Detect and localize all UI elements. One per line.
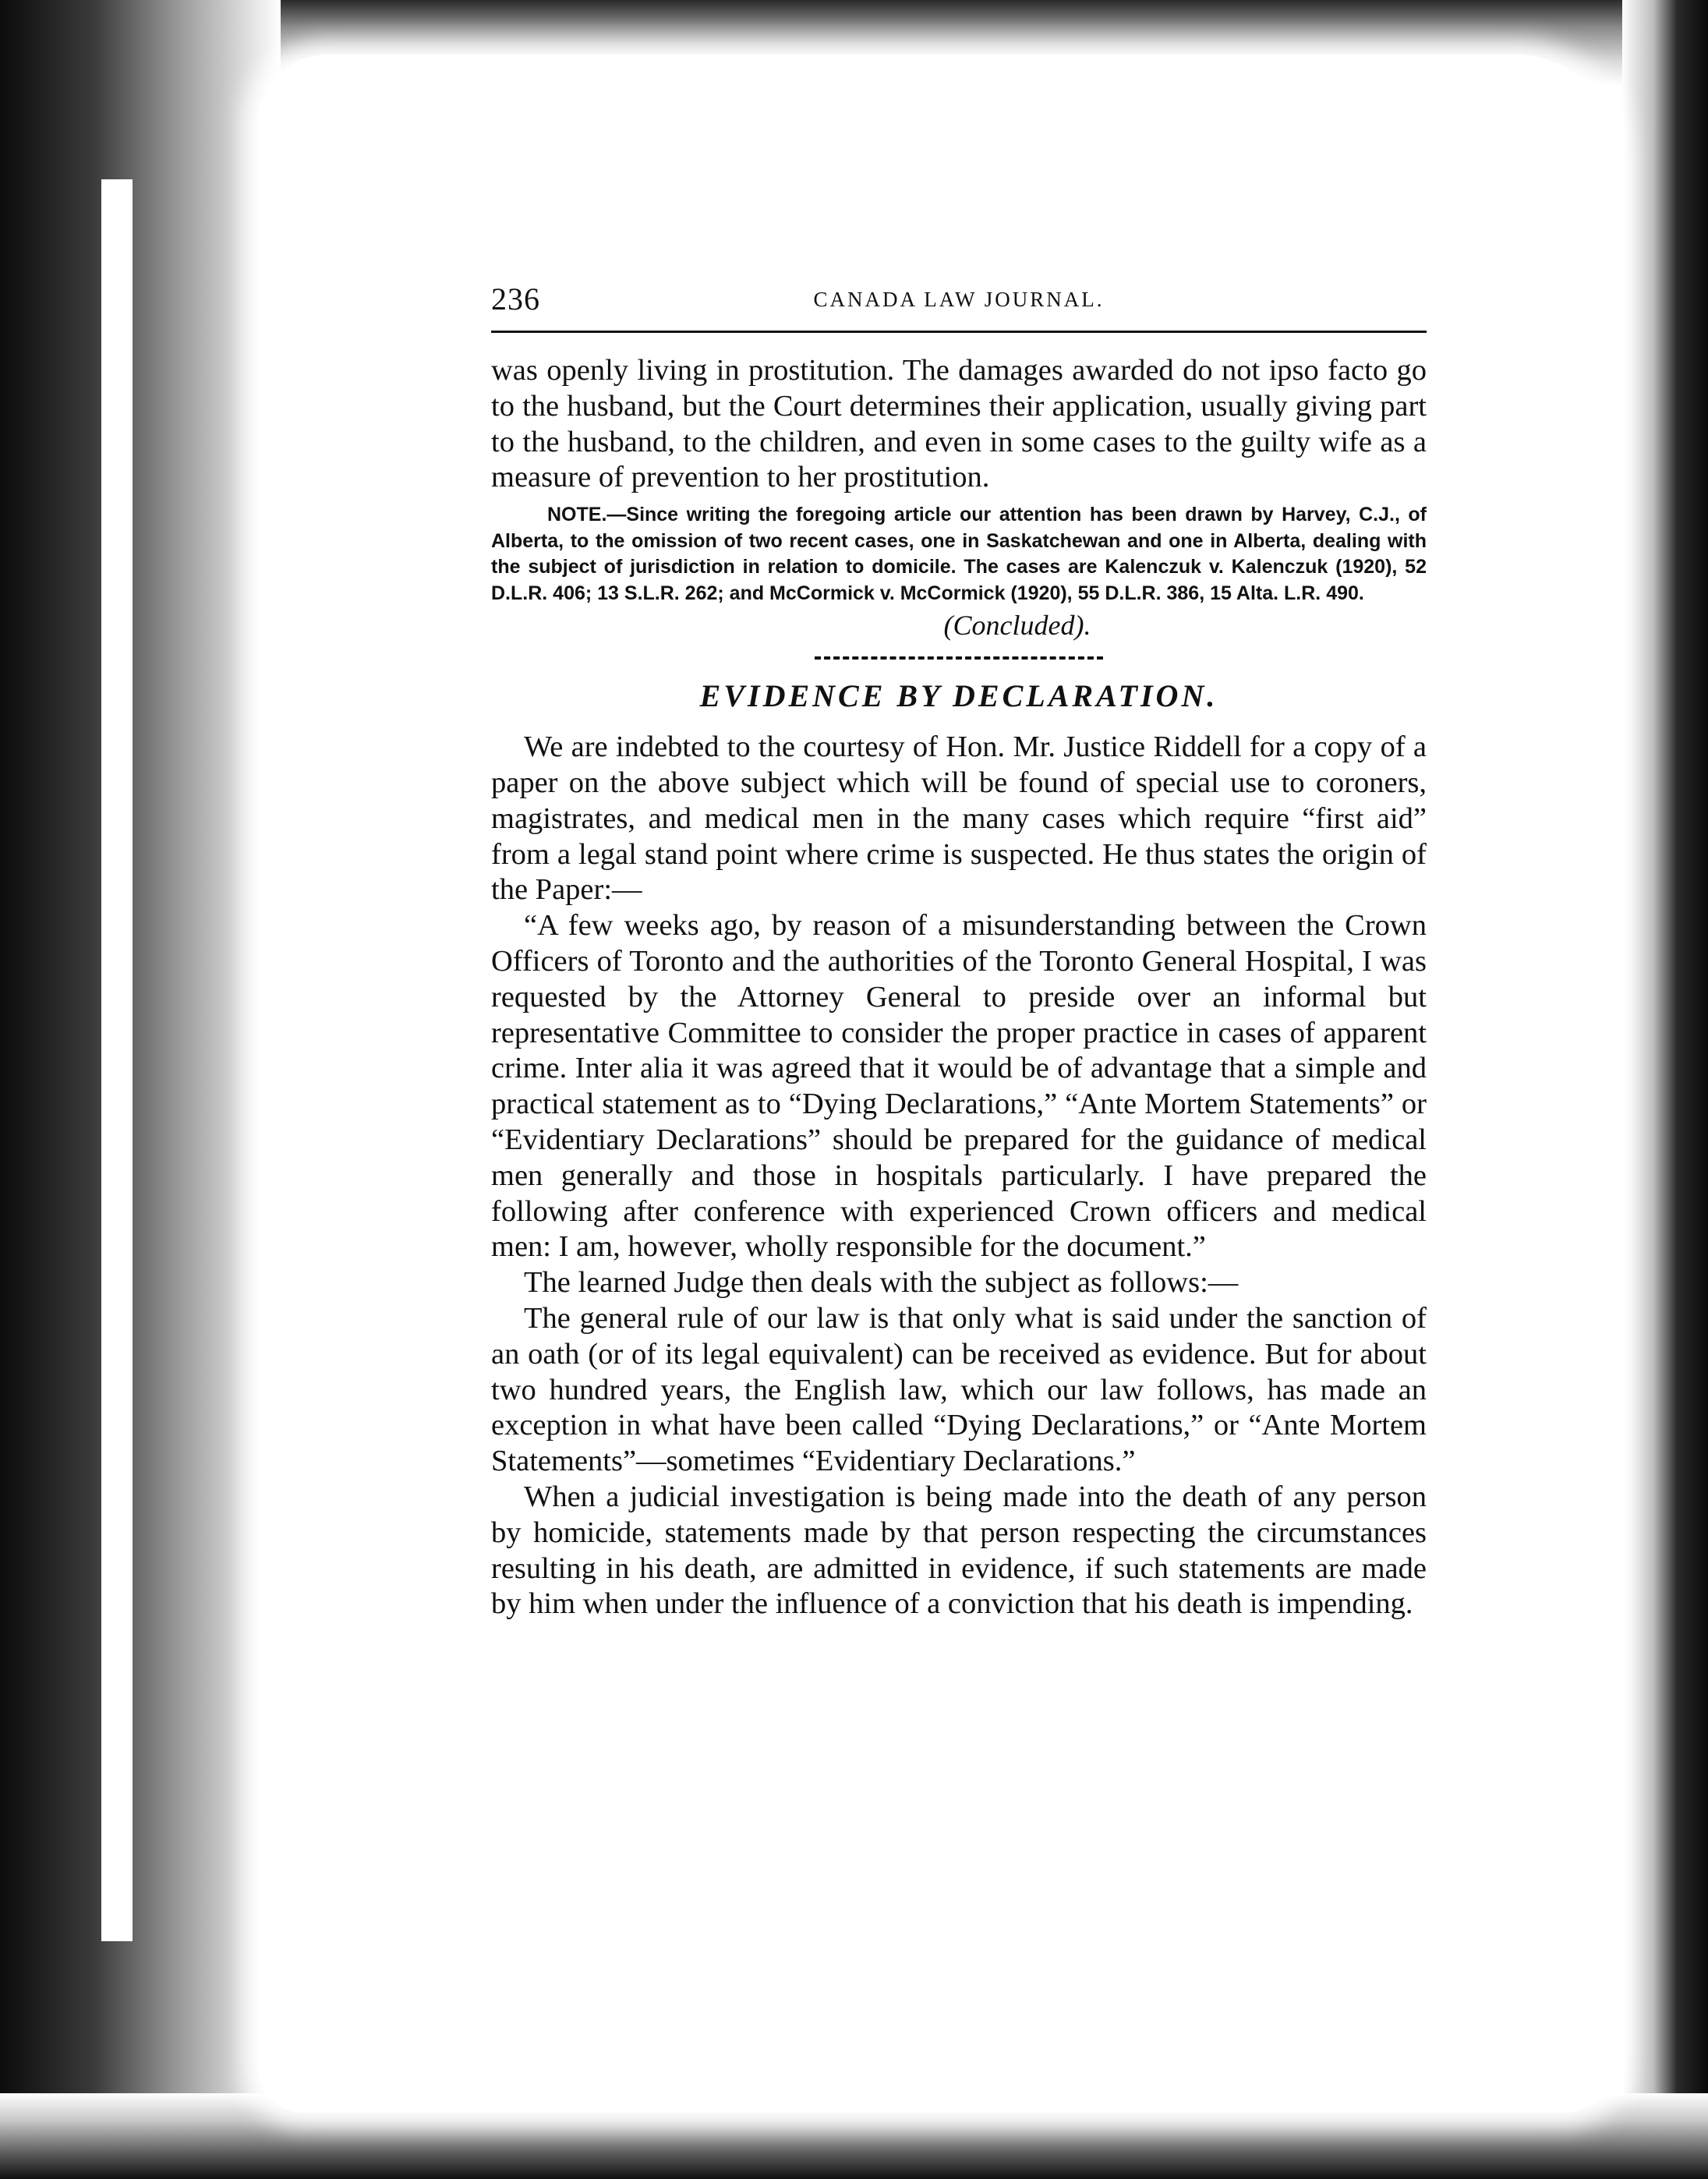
concluded-marker: (Concluded). <box>943 610 1091 642</box>
header-rule <box>491 331 1427 333</box>
scan-right-edge <box>1622 0 1708 2179</box>
article-paragraph: “A few weeks ago, by reason of a misunderstanding between the Crown Officers of Toronto and the authorities of the Toronto General Hospital, I was requested by the Attorney General to preside over an informal but representative Committee to consider the proper practice in cases of apparent crime. Inter alia it was agreed that it would be of advantage that a simple and practical statement as to “Dying Declarations,” “Ante Mortem Statements” or “Evidentiary Declarations” should be prepared for the guidance of medical men generally and those in hospitals particularly. I have prepared the following after conference with experienced Crown officers and medical men: I am, however, wholly responsible for the document.” <box>491 909 1427 1264</box>
editorial-note: NOTE.—Since writing the foregoing article our attention has been drawn by Harvey, C.J., of Alberta, to the omission of two recent cases, one in Saskatchewan and one in Alberta, dealing with the subject of jurisdiction in relation to domicile. The cases are Kalenczuk v. Kalenczuk (1920), 52 D.L.R. 406; 13 S.L.R. 262; and McCormick v. McCormick (1920), 55 D.L.R. 386, 15 Alta. L.R. 490. <box>491 504 1427 604</box>
article-paragraph: The general rule of our law is that only what is said under the sanction of an oath (or of its legal equivalent) can be received as evidence. But for about two hundred years, the English law, which our law follows, has made an exception in what have been called “Dying Declarations,” or “Ante Mortem Statements”—sometimes “Evidentiary Declarations.” <box>491 1301 1427 1478</box>
page-header <box>491 281 1427 321</box>
scan-left-margin-strip <box>101 179 133 1941</box>
page-number: 236 <box>491 281 540 317</box>
article-title: EVIDENCE BY DECLARATION. <box>699 678 1218 714</box>
running-head: CANADA LAW JOURNAL. <box>813 288 1105 311</box>
article-paragraph: We are indebted to the courtesy of Hon. Mr. Justice Riddell for a copy of a paper on the above subject which will be found of special use to coroners, magistrates, and medical men in the many cases which require “first aid” from a legal stand point where crime is suspected. He thus states the origin of the Paper:— <box>491 730 1427 907</box>
scan-left-edge <box>0 0 281 2179</box>
section-divider <box>815 656 1103 660</box>
article-paragraph: The learned Judge then deals with the subject as follows:— <box>524 1266 1239 1300</box>
continued-paragraph: was openly living in prostitution. The damages awarded do not ipso facto go to the husband, but the Court determines their application, usually giving part to the husband, to the children, and even in some cases to the guilty wife as a measure of prevention to her prostitution. <box>491 354 1427 494</box>
journal-page <box>491 281 1427 1622</box>
article-paragraph: When a judicial investigation is being made into the death of any person by homicide, statements made by that person respecting the circumstances resulting in his death, are admitted in evidence, if such statements are made by him when under the influence of a conviction that his death is impending. <box>491 1480 1427 1621</box>
